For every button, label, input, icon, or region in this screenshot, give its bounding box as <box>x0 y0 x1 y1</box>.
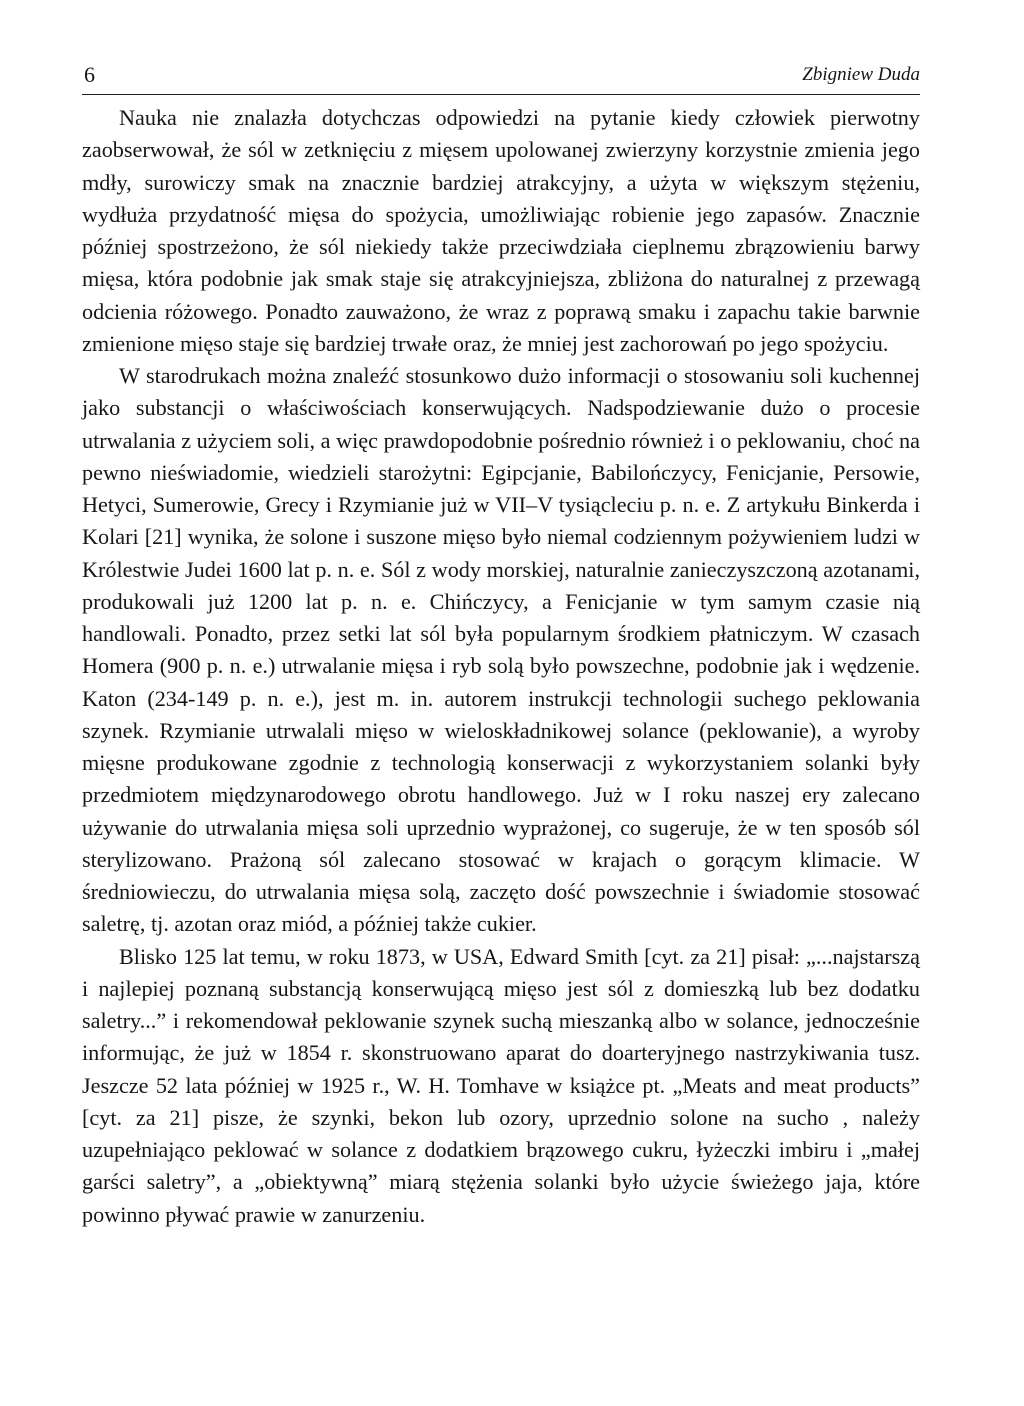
page-header <box>82 58 920 95</box>
page-number: 6 <box>84 62 95 87</box>
running-head-author: Zbigniew Duda <box>802 64 920 85</box>
paragraph: Blisko 125 lat temu, w roku 1873, w USA, Edward Smith [cyt. za 21] pisał: „...najstarszą i najlepiej poznaną substancją konserwującą mięso jest sól z domieszką lub bez dodatku saletry...” i rekomendował peklowanie szynek suchą mieszanką albo w solance, jednocześnie informując, że już w 1854 r. skonstruowano aparat do doarteryjnego nastrzykiwania tusz. Jeszcze 52 lata później w 1925 r., W. H. Tomhave w książce pt. „Meats and meat products” [cyt. za 21] pisze, że szynki, bekon lub ozory, uprzednio solone na sucho , należy uzupełniająco peklować w solance z dodatkiem brązowego cukru, łyżeczki imbiru i „małej garści saletry”, a „obiektywną” miarą stężenia solanki było użycie świeżego jaja, które powinno pływać prawie w zanurzeniu. <box>82 943 920 1227</box>
article-body <box>82 102 920 1231</box>
paragraph: W starodrukach można znaleźć stosunkowo dużo informacji o stosowaniu soli kuchennej jako substancji o właściwościach konserwujących. Nadspodziewanie dużo o procesie utrwalania z użyciem soli, a więc prawdopodobnie pośrednio również i o peklowaniu, choć na pewno nieświadomie, wiedzieli starożytni: Egipcjanie, Babilończycy, Fenicjanie, Persowie, Hetyci, Sumerowie, Grecy i Rzymianie już w VII–V tysiącleciu p. n. e. Z artykułu Binkerda i Kolari [21] wynika, że solone i suszone mięso było niemal codziennym pożywieniem ludzi w Królestwie Judei 1600 lat p. n. e. Sól z wody morskiej, naturalnie zanieczyszczoną azotanami, produkowali już 1200 lat p. n. e. Chińczycy, a Fenicjanie w tym samym czasie nią handlowali. Ponadto, przez setki lat sól była popularnym środkiem płatniczym. W czasach Homera (900 p. n. e.) utrwalanie mięsa i ryb solą było powszechne, podobnie jak i wędzenie. Katon (234-149 p. n. e.), jest m. in. autorem instrukcji technologii suchego peklowania szynek. Rzymianie utrwalali mięso w wieloskładnikowej solance (peklowanie), a wyroby mięsne produkowane zgodnie z technologią konserwacji z wykorzystaniem solanki były przedmiotem międzynarodowego obrotu handlowego. Już w I roku naszej ery zalecano używanie do utrwalania mięsa soli uprzednio wyprażonej, co sugeruje, że w ten sposób sól sterylizowano. Prażoną sól zalecano stosować w krajach o gorącym klimacie. W średniowieczu, do utrwalania mięsa solą, zaczęto dość powszechnie i świadomie stosować saletrę, tj. azotan oraz miód, a później także cukier. <box>82 363 920 937</box>
paragraph: Nauka nie znalazła dotychczas odpowiedzi na pytanie kiedy człowiek pierwotny zaobserwował, że sól w zetknięciu z mięsem upolowanej zwierzyny korzystnie zmienia jego mdły, surowiczy smak na znacznie bardziej atrakcyjny, a użyta w większym stężeniu, wydłuża przydatność mięsa do spożycia, umożliwiając robienie jego zapasów. Znacznie później spostrzeżono, że sól niekiedy także przeciwdziała cieplnemu zbrązowieniu barwy mięsa, która podobnie jak smak staje się atrakcyjniejsza, zbliżona do naturalnej z przewagą odcienia różowego. Ponadto zauważono, że wraz z poprawą smaku i zapachu takie barwnie zmienione mięso staje się bardziej trwałe oraz, że mniej jest zachorowań po jego spożyciu. <box>82 105 920 356</box>
